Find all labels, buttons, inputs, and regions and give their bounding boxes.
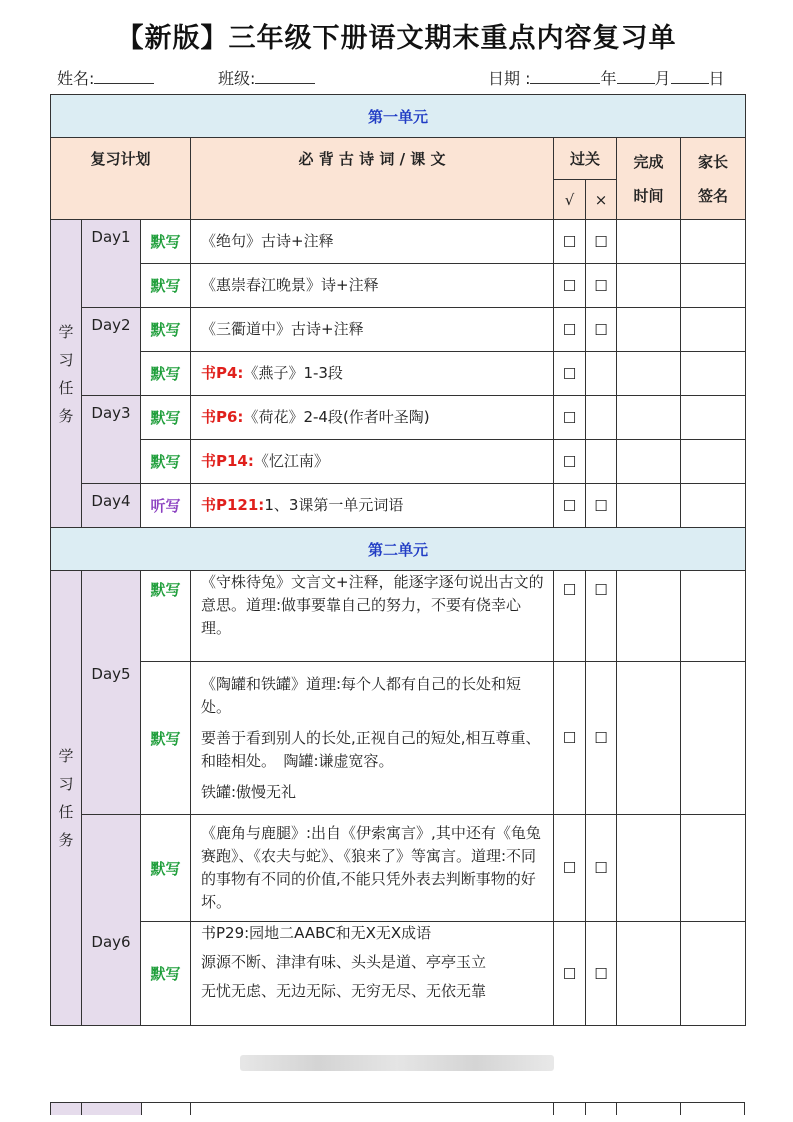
pass-checkbox[interactable]: ☐ <box>554 308 586 352</box>
header-finish-time <box>617 138 681 220</box>
content-cell: 《守株待兔》文言文+注释，能逐字逐句说出古文的意思。道理:做事要靠自己的努力，不要有侥幸心理。 <box>191 571 554 662</box>
parent-sign-cell[interactable] <box>681 815 746 922</box>
fail-checkbox[interactable]: ☐ <box>586 220 617 264</box>
day-label: 日 <box>708 69 725 88</box>
content-cell: 书P29:园地二AABC和无X无X成语 源源不断、津津有味、头头是道、亭亭玉立 无忧无虑、无边无际、无穷无尽、无依无靠 <box>191 922 554 1026</box>
year-label: 年 <box>600 69 617 88</box>
finish-time-cell[interactable] <box>617 484 681 528</box>
fail-checkbox[interactable]: ☐ <box>586 815 617 922</box>
unit1-title: 第一单元 <box>51 95 746 138</box>
content-cell: 书P6:《荷花》2-4段(作者叶圣陶) <box>191 396 554 440</box>
pass-checkbox[interactable]: ☐ <box>554 662 586 815</box>
finish-time-cell[interactable] <box>617 220 681 264</box>
pass-checkbox[interactable]: ☐ <box>554 352 586 396</box>
task-label: 默写 <box>141 352 191 396</box>
finish-line-2: 时间 <box>633 186 664 205</box>
parent-line-1: 家长 <box>698 152 729 171</box>
parent-sign-cell[interactable] <box>681 308 746 352</box>
finish-time-cell[interactable] <box>617 352 681 396</box>
header-content: 必 背 古 诗 词 / 课 文 <box>191 138 554 220</box>
finish-time-cell[interactable] <box>617 815 681 922</box>
fail-checkbox[interactable]: ☐ <box>586 922 617 1026</box>
fail-checkbox[interactable]: ☐ <box>586 662 617 815</box>
day-label: Day6 <box>82 815 141 1026</box>
class-label: 班级: <box>218 69 256 88</box>
content-cell: 《三衢道中》古诗+注释 <box>191 308 554 352</box>
class-field[interactable] <box>218 66 315 89</box>
task-label: 默写 <box>141 662 191 815</box>
parent-sign-cell[interactable] <box>681 396 746 440</box>
pass-checkbox[interactable]: ☐ <box>554 440 586 484</box>
header-cross-mark: × <box>586 180 617 220</box>
fail-cell <box>586 440 617 484</box>
content-cell: 《陶罐和铁罐》道理:每个人都有自己的长处和短处。 要善于看到别人的长处,正视自己的短处,相互尊重、和睦相处。 陶罐:谦虚宽容。 铁罐:傲慢无礼 <box>191 662 554 815</box>
fail-cell <box>586 396 617 440</box>
parent-sign-cell[interactable] <box>681 264 746 308</box>
finish-time-cell[interactable] <box>617 308 681 352</box>
page-title: 【新版】三年级下册语文期末重点内容复习单 <box>116 23 677 54</box>
pass-checkbox[interactable]: ☐ <box>554 264 586 308</box>
parent-line-2: 签名 <box>698 186 729 205</box>
header-parent-sign <box>681 138 746 220</box>
month-label: 月 <box>654 69 671 88</box>
content-cell: 书P121:1、3课第一单元词语 <box>191 484 554 528</box>
content-cell: 《鹿角与鹿腿》:出自《伊索寓言》,其中还有《龟兔赛跑》、《农夫与蛇》、《狼来了》等寓言。道理:不同的事物有不同的价值,不能只凭外表去判断事物的好坏。 <box>191 815 554 922</box>
parent-sign-cell[interactable] <box>681 922 746 1026</box>
blurred-watermark <box>240 1055 554 1071</box>
fail-checkbox[interactable]: ☐ <box>586 571 617 662</box>
header-pass: 过关 <box>554 138 617 180</box>
finish-time-cell[interactable] <box>617 396 681 440</box>
unit1-study-task: 学 习 任 务 <box>51 220 82 528</box>
parent-sign-cell[interactable] <box>681 571 746 662</box>
content-cell: 《绝句》古诗+注释 <box>191 220 554 264</box>
finish-time-cell[interactable] <box>617 440 681 484</box>
day-label: Day2 <box>82 308 141 396</box>
review-table <box>50 94 746 1026</box>
day-label: Day3 <box>82 396 141 484</box>
finish-time-cell[interactable] <box>617 571 681 662</box>
pass-checkbox[interactable]: ☐ <box>554 484 586 528</box>
pass-checkbox[interactable]: ☐ <box>554 922 586 1026</box>
parent-sign-cell[interactable] <box>681 440 746 484</box>
fail-checkbox[interactable]: ☐ <box>586 484 617 528</box>
parent-sign-cell[interactable] <box>681 484 746 528</box>
fail-checkbox[interactable]: ☐ <box>586 264 617 308</box>
pass-checkbox[interactable]: ☐ <box>554 396 586 440</box>
finish-line-1: 完成 <box>633 152 664 171</box>
header-check-mark: √ <box>554 180 586 220</box>
name-label: 姓名: <box>57 69 95 88</box>
task-label: 默写 <box>141 440 191 484</box>
task-label: 默写 <box>141 571 191 662</box>
content-cell: 书P14:《忆江南》 <box>191 440 554 484</box>
date-field[interactable] <box>488 66 725 89</box>
fail-checkbox[interactable]: ☐ <box>586 308 617 352</box>
unit2-study-task: 学 习 任 务 <box>51 571 82 1026</box>
content-cell: 《惠崇春江晚景》诗+注释 <box>191 264 554 308</box>
table-continuation-strip <box>50 1102 745 1115</box>
parent-sign-cell[interactable] <box>681 662 746 815</box>
task-label: 听写 <box>141 484 191 528</box>
task-label: 默写 <box>141 308 191 352</box>
unit2-title: 第二单元 <box>51 528 746 571</box>
name-field[interactable] <box>57 66 154 89</box>
day-label: Day4 <box>82 484 141 528</box>
day-label: Day1 <box>82 220 141 308</box>
task-label: 默写 <box>141 264 191 308</box>
finish-time-cell[interactable] <box>617 264 681 308</box>
content-cell: 书P4:《燕子》1-3段 <box>191 352 554 396</box>
day-label: Day5 <box>82 571 141 815</box>
parent-sign-cell[interactable] <box>681 220 746 264</box>
task-label: 默写 <box>141 815 191 922</box>
finish-time-cell[interactable] <box>617 662 681 815</box>
header-plan: 复习计划 <box>51 138 191 220</box>
date-label: 日期 : <box>488 69 531 88</box>
task-label: 默写 <box>141 396 191 440</box>
pass-checkbox[interactable]: ☐ <box>554 220 586 264</box>
finish-time-cell[interactable] <box>617 922 681 1026</box>
task-label: 默写 <box>141 220 191 264</box>
task-label: 默写 <box>141 922 191 1026</box>
pass-checkbox[interactable]: ☐ <box>554 571 586 662</box>
fail-cell <box>586 352 617 396</box>
parent-sign-cell[interactable] <box>681 352 746 396</box>
pass-checkbox[interactable]: ☐ <box>554 815 586 922</box>
